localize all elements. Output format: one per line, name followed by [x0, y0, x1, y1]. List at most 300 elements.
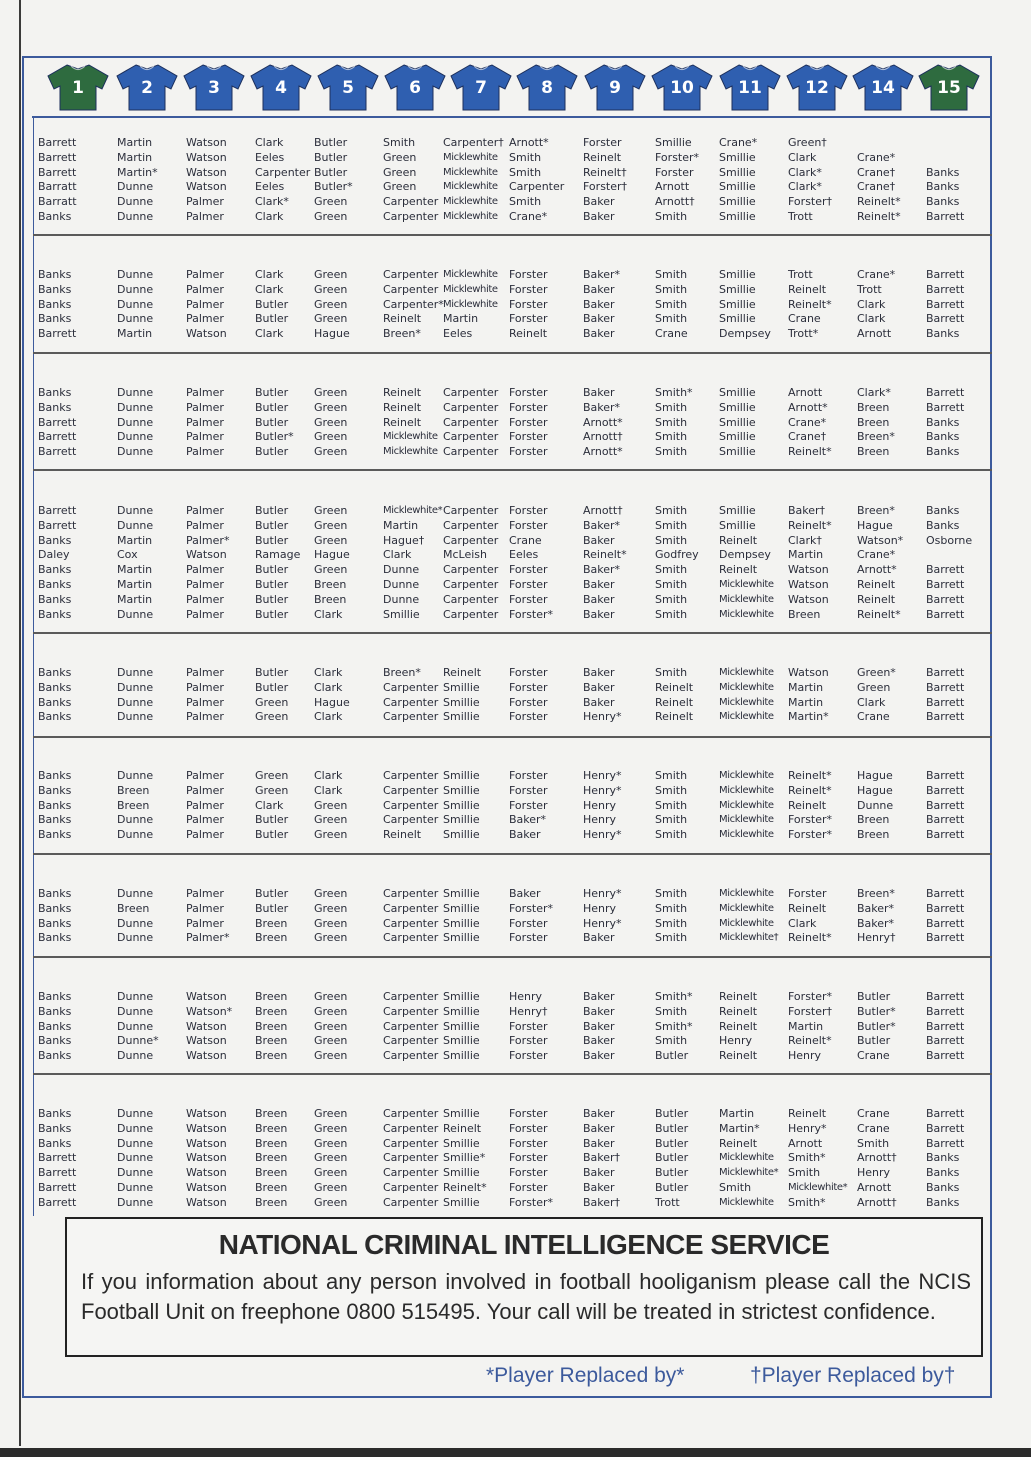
player-name: Breen: [255, 931, 288, 945]
player-name: Crane*: [719, 136, 758, 149]
player-name: Breen: [255, 1136, 288, 1150]
player-name: Carpenter: [443, 533, 499, 547]
player-name: Arnott*: [583, 445, 623, 459]
player-name: Watson: [186, 1181, 227, 1194]
player-name: Green: [314, 916, 348, 930]
player-name: Crane: [857, 1107, 890, 1120]
player-name: Smith: [655, 268, 688, 281]
player-name: Butler: [255, 607, 289, 621]
player-name: Banks: [38, 666, 72, 679]
table-row: [0, 799, 1031, 813]
player-name: Barrett: [38, 1151, 77, 1165]
player-name: Palmer: [186, 282, 224, 296]
player-name: Smith: [655, 666, 688, 679]
player-name: Green: [314, 415, 348, 429]
player-name: Reinelt: [857, 578, 896, 591]
player-name: Baker*: [857, 901, 895, 915]
player-name: Smillie: [443, 990, 480, 1003]
player-name: Arnott†: [655, 195, 695, 209]
player-name: Butler: [314, 150, 348, 164]
player-name: Dunne*: [117, 1034, 159, 1048]
player-name: Banks: [38, 312, 72, 326]
table-row: [0, 681, 1031, 695]
player-name: Palmer: [186, 607, 224, 621]
player-name: Micklewhite: [443, 166, 498, 178]
table-row: [0, 1181, 1031, 1195]
player-name: Dunne: [117, 695, 154, 709]
player-name: Palmer: [186, 828, 224, 842]
player-name: Forster: [509, 931, 548, 945]
player-name: Butler: [655, 1107, 689, 1120]
player-name: Carpenter: [383, 1004, 439, 1018]
player-name: Baker: [583, 680, 615, 694]
player-name: Micklewhite: [719, 829, 774, 841]
player-name: Forster*: [509, 607, 554, 621]
player-name: Green: [314, 887, 348, 900]
player-name: Palmer: [186, 297, 224, 311]
table-row: [0, 416, 1031, 430]
player-name: Watson: [186, 1121, 227, 1135]
player-name: Dunne: [383, 592, 420, 606]
player-name: Smith*: [655, 1019, 693, 1033]
player-name: Palmer: [186, 798, 224, 812]
player-name: Reinelt: [788, 798, 827, 812]
player-name: Barrett: [926, 312, 965, 326]
player-name: Butler: [255, 504, 289, 517]
player-name: Smith: [655, 931, 688, 945]
player-name: Forster: [509, 1151, 548, 1165]
player-name: Green: [314, 195, 348, 209]
player-name: Green: [383, 180, 417, 194]
player-name: Clark: [314, 769, 343, 782]
player-name: Clark: [255, 136, 284, 149]
player-name: Barrett: [926, 813, 965, 827]
player-name: Dunne: [117, 195, 154, 209]
player-name: Banks: [926, 195, 960, 209]
player-name: Baker: [583, 592, 615, 606]
player-name: Breen: [314, 592, 347, 606]
player-name: Baker: [509, 887, 541, 900]
player-name: Carpenter: [383, 1049, 439, 1063]
player-name: Butler: [255, 578, 289, 591]
player-name: Arnott*: [583, 415, 623, 429]
player-name: Forster: [509, 518, 548, 532]
player-name: Butler: [655, 1121, 689, 1135]
player-name: Butler: [255, 592, 289, 606]
shirt-number: 3: [208, 78, 220, 98]
player-name: Baker: [583, 1136, 615, 1150]
player-name: Smith*: [788, 1195, 826, 1209]
player-name: Crane†: [788, 430, 827, 444]
player-name: Dunne: [117, 297, 154, 311]
player-name: Smith: [655, 563, 688, 577]
player-name: Green: [314, 1181, 348, 1194]
player-name: Dunne: [117, 607, 154, 621]
player-name: Butler: [655, 1181, 689, 1194]
player-name: Reinelt: [719, 1136, 758, 1150]
player-name: Breen: [255, 1049, 288, 1063]
player-name: Dunne: [117, 680, 154, 694]
player-name: Forster: [509, 400, 548, 414]
player-name: Carpenter: [383, 783, 439, 797]
player-name: Micklewhite: [719, 608, 774, 620]
player-name: Watson: [186, 1166, 227, 1180]
player-name: Barrett: [926, 1107, 965, 1120]
player-name: Watson: [186, 1034, 227, 1048]
player-name: Reinelt: [655, 710, 694, 724]
player-name: Hague: [857, 518, 893, 532]
player-name: Smillie: [443, 783, 480, 797]
player-name: Green: [314, 210, 348, 223]
player-name: Banks: [38, 297, 72, 311]
player-name: Forster: [509, 312, 548, 326]
player-name: Watson: [788, 578, 829, 591]
player-name: Crane†: [857, 165, 896, 179]
player-name: Palmer: [186, 695, 224, 709]
player-name: Breen: [255, 1195, 288, 1209]
player-name: Smillie: [443, 769, 480, 782]
player-name: Butler: [255, 297, 289, 311]
player-name: Dunne: [117, 1049, 154, 1063]
player-name: Green: [255, 769, 289, 782]
player-name: Clark: [788, 150, 817, 164]
player-name: Forster: [509, 592, 548, 606]
player-name: Dunne: [117, 1166, 154, 1180]
player-name: Dunne: [117, 504, 154, 517]
player-name: Crane: [788, 312, 821, 326]
player-name: Butler: [655, 1049, 689, 1063]
player-name: Smith: [509, 165, 542, 179]
player-name: Carpenter: [443, 607, 499, 621]
notice-body: If you information about any person involved in football hooliganism please call the NCIS Football Unit on freephone 0800 515495. Your call will be treated in strictest confidence.: [81, 1269, 971, 1324]
player-name: Eeles: [509, 548, 539, 562]
player-name: Henry: [719, 1034, 753, 1048]
player-name: Forster: [509, 1019, 548, 1033]
player-name: Barrett: [926, 931, 965, 945]
player-name: Carpenter: [443, 445, 499, 459]
player-name: Butler: [857, 990, 891, 1003]
player-name: Forster: [509, 386, 548, 399]
player-name: Dunne: [117, 1195, 154, 1209]
player-name: Barrett: [926, 901, 965, 915]
player-name: Green: [314, 828, 348, 842]
player-name: Martin: [443, 312, 479, 326]
player-name: Banks: [38, 210, 72, 223]
player-name: Carpenter†: [443, 136, 504, 149]
player-name: Barrett: [926, 400, 965, 414]
player-name: Forster: [788, 887, 827, 900]
player-name: Micklewhite: [443, 181, 498, 193]
player-name: Dunne: [117, 769, 154, 782]
player-name: Arnott*: [857, 563, 897, 577]
table-row: [0, 312, 1031, 326]
player-name: Butler: [655, 1151, 689, 1165]
table-row: [0, 1005, 1031, 1019]
table-row: [0, 1049, 1031, 1063]
player-name: Smith: [655, 769, 688, 782]
player-name: Barrett: [38, 445, 77, 459]
player-name: Reinelt: [655, 695, 694, 709]
player-name: Reinelt*: [788, 783, 832, 797]
player-name: Palmer: [186, 430, 224, 444]
player-name: Smith: [383, 136, 416, 149]
table-row: [0, 887, 1031, 901]
player-name: Banks: [38, 1049, 72, 1063]
shirt-number: 6: [409, 78, 421, 98]
player-name: Forster: [509, 578, 548, 591]
block-divider: [33, 632, 992, 634]
player-name: Martin*: [788, 710, 829, 724]
player-name: Smith: [509, 150, 542, 164]
player-name: Dunne: [117, 1181, 154, 1194]
player-name: Smith: [655, 901, 688, 915]
table-row: [0, 608, 1031, 622]
player-name: Barrett: [926, 887, 965, 900]
player-name: Banks: [926, 327, 960, 341]
player-name: Barrett: [926, 710, 965, 724]
player-name: Barrett: [38, 430, 77, 444]
player-name: Breen: [255, 990, 288, 1003]
player-name: Breen*: [857, 504, 895, 517]
player-name: Watson: [186, 1019, 227, 1033]
player-name: Reinelt: [383, 828, 422, 842]
player-name: Henry: [583, 901, 617, 915]
player-name: Barrett: [926, 1121, 965, 1135]
player-name: Banks: [926, 430, 960, 444]
player-name: Dunne: [383, 578, 420, 591]
player-name: Palmer: [186, 504, 224, 517]
player-name: Dunne: [117, 887, 154, 900]
player-name: Clark: [255, 268, 284, 281]
player-name: Smillie: [655, 136, 692, 149]
block-divider: [33, 234, 992, 236]
player-name: Banks: [38, 282, 72, 296]
player-name: Smillie: [719, 210, 756, 223]
player-name: Watson: [788, 666, 829, 679]
player-name: Clark: [857, 312, 886, 326]
player-name: Carpenter: [383, 798, 439, 812]
player-name: Reinelt: [719, 1019, 758, 1033]
player-name: Barrett: [926, 578, 965, 591]
player-name: Watson: [186, 165, 227, 179]
table-row: [0, 666, 1031, 680]
player-name: Carpenter: [383, 1195, 439, 1209]
player-name: Henry*: [583, 828, 622, 842]
player-name: Banks: [926, 445, 960, 459]
player-name: Barrett: [926, 798, 965, 812]
player-name: Smillie: [719, 195, 756, 209]
table-row: [0, 1020, 1031, 1034]
player-name: Carpenter: [383, 695, 439, 709]
table-row: [0, 166, 1031, 180]
player-name: Forster: [509, 430, 548, 444]
player-name: Green: [314, 533, 348, 547]
player-name: Baker: [583, 1049, 615, 1063]
player-name: Dempsey: [719, 327, 771, 341]
player-name: Crane: [857, 710, 890, 724]
player-name: Baker: [583, 1019, 615, 1033]
player-name: Reinelt: [383, 400, 422, 414]
player-name: Palmer: [186, 563, 224, 577]
player-name: Banks: [38, 386, 72, 399]
player-name: Reinelt: [383, 312, 422, 326]
player-name: Smith: [655, 297, 688, 311]
player-name: Watson: [186, 180, 227, 194]
player-name: Green: [314, 813, 348, 827]
player-name: Martin: [719, 1107, 755, 1120]
player-name: Butler: [255, 533, 289, 547]
player-name: Crane*: [509, 210, 548, 223]
player-name: Dunne: [117, 415, 154, 429]
player-name: Smith: [655, 430, 688, 444]
player-name: Barrett: [926, 828, 965, 842]
player-name: Barrett: [926, 563, 965, 577]
player-name: Reinelt: [443, 666, 482, 679]
player-name: Clark: [255, 282, 284, 296]
player-name: Carpenter: [509, 180, 565, 194]
player-name: Forster*: [509, 901, 554, 915]
player-name: Palmer: [186, 268, 224, 281]
player-name: Clark: [314, 710, 343, 724]
player-name: Martin: [788, 548, 824, 562]
table-row: [0, 593, 1031, 607]
player-name: Clark: [857, 297, 886, 311]
player-name: Green: [383, 150, 417, 164]
player-name: Smillie: [719, 518, 756, 532]
player-name: Smillie: [443, 798, 480, 812]
player-name: Arnott: [788, 386, 823, 399]
player-name: Arnott†: [583, 504, 623, 517]
player-name: Forster*: [788, 813, 833, 827]
player-name: Breen: [314, 578, 347, 591]
player-name: Palmer: [186, 195, 224, 209]
player-name: Dunne: [117, 1121, 154, 1135]
player-name: Martin: [117, 592, 153, 606]
table-row: [0, 813, 1031, 827]
player-name: Carpenter: [383, 710, 439, 724]
player-name: Smillie: [383, 607, 420, 621]
player-name: Palmer: [186, 783, 224, 797]
table-row: [0, 268, 1031, 282]
player-name: Smillie: [443, 1136, 480, 1150]
player-name: Green: [314, 1107, 348, 1120]
player-name: Watson: [186, 1107, 227, 1120]
player-name: Green: [255, 710, 289, 724]
player-name: Smillie: [719, 386, 756, 399]
player-name: Arnott†: [583, 430, 623, 444]
player-name: Reinelt*: [857, 607, 901, 621]
player-name: Green: [314, 1166, 348, 1180]
player-name: Hague: [314, 548, 350, 562]
player-name: Barrett: [926, 783, 965, 797]
player-name: Baker: [583, 1121, 615, 1135]
player-name: Dunne: [117, 312, 154, 326]
player-name: Daley: [38, 548, 70, 562]
player-name: Clark: [788, 916, 817, 930]
player-name: Micklewhite: [719, 681, 774, 693]
player-name: Reinelt*: [583, 548, 627, 562]
player-name: Barrett: [926, 1136, 965, 1150]
player-name: Eeles: [443, 327, 473, 341]
player-name: Banks: [38, 813, 72, 827]
player-name: Baker: [583, 1034, 615, 1048]
player-name: Dunne: [857, 798, 894, 812]
player-name: Forster: [509, 666, 548, 679]
player-name: Banks: [38, 1004, 72, 1018]
player-name: Carpenter: [383, 769, 439, 782]
player-name: Baker*: [583, 400, 621, 414]
player-name: Dunne: [117, 268, 154, 281]
player-name: Reinelt: [655, 680, 694, 694]
player-name: Butler*: [314, 180, 353, 194]
player-name: Forster: [509, 1034, 548, 1048]
player-name: Dunne: [117, 916, 154, 930]
player-name: Carpenter: [383, 931, 439, 945]
player-name: Henry*: [583, 783, 622, 797]
player-name: Carpenter: [383, 1166, 439, 1180]
player-name: Smith*: [655, 990, 693, 1003]
player-name: Butler: [255, 400, 289, 414]
player-name: Breen: [117, 798, 150, 812]
player-name: Smillie: [719, 297, 756, 311]
shirt-number: 9: [609, 78, 621, 98]
player-name: Baker†: [788, 504, 826, 517]
player-name: Banks: [38, 887, 72, 900]
player-name: Breen: [255, 1151, 288, 1165]
player-name: Clark: [383, 548, 412, 562]
table-row: [0, 828, 1031, 842]
player-name: Forster: [509, 710, 548, 724]
player-name: Barrett: [926, 695, 965, 709]
player-name: Dempsey: [719, 548, 771, 562]
player-name: Baker: [583, 210, 615, 223]
player-name: Banks: [926, 180, 960, 194]
player-name: Butler: [255, 901, 289, 915]
table-row: [0, 401, 1031, 415]
player-name: Crane*: [788, 415, 827, 429]
player-name: Martin*: [719, 1121, 760, 1135]
player-name: Martin: [117, 136, 153, 149]
player-name: Barrett: [926, 607, 965, 621]
player-name: Carpenter: [383, 1181, 439, 1194]
player-name: Green: [314, 1151, 348, 1165]
player-name: Cox: [117, 548, 138, 562]
player-name: Breen: [857, 813, 890, 827]
player-name: Butler: [314, 136, 348, 149]
player-name: Reinelt: [719, 533, 758, 547]
player-name: Forster: [509, 445, 548, 459]
player-name: Reinelt*: [788, 297, 832, 311]
player-name: Smith: [655, 783, 688, 797]
player-name: Forster*: [509, 1195, 554, 1209]
player-name: Arnott†: [857, 1151, 897, 1165]
player-name: Carpenter: [383, 813, 439, 827]
table-row: [0, 784, 1031, 798]
player-name: Watson: [186, 1136, 227, 1150]
player-name: Banks: [38, 710, 72, 724]
player-name: Baker: [583, 533, 615, 547]
player-name: Banks: [38, 563, 72, 577]
player-name: Henry: [583, 813, 617, 827]
player-name: Micklewhite: [719, 1196, 774, 1208]
player-name: Smillie: [443, 1195, 480, 1209]
player-name: Dunne: [383, 563, 420, 577]
player-name: Carpenter: [255, 165, 311, 179]
player-name: Arnott: [655, 180, 690, 194]
player-name: Smillie: [443, 813, 480, 827]
player-name: Smith: [655, 518, 688, 532]
player-name: Dunne: [117, 386, 154, 399]
